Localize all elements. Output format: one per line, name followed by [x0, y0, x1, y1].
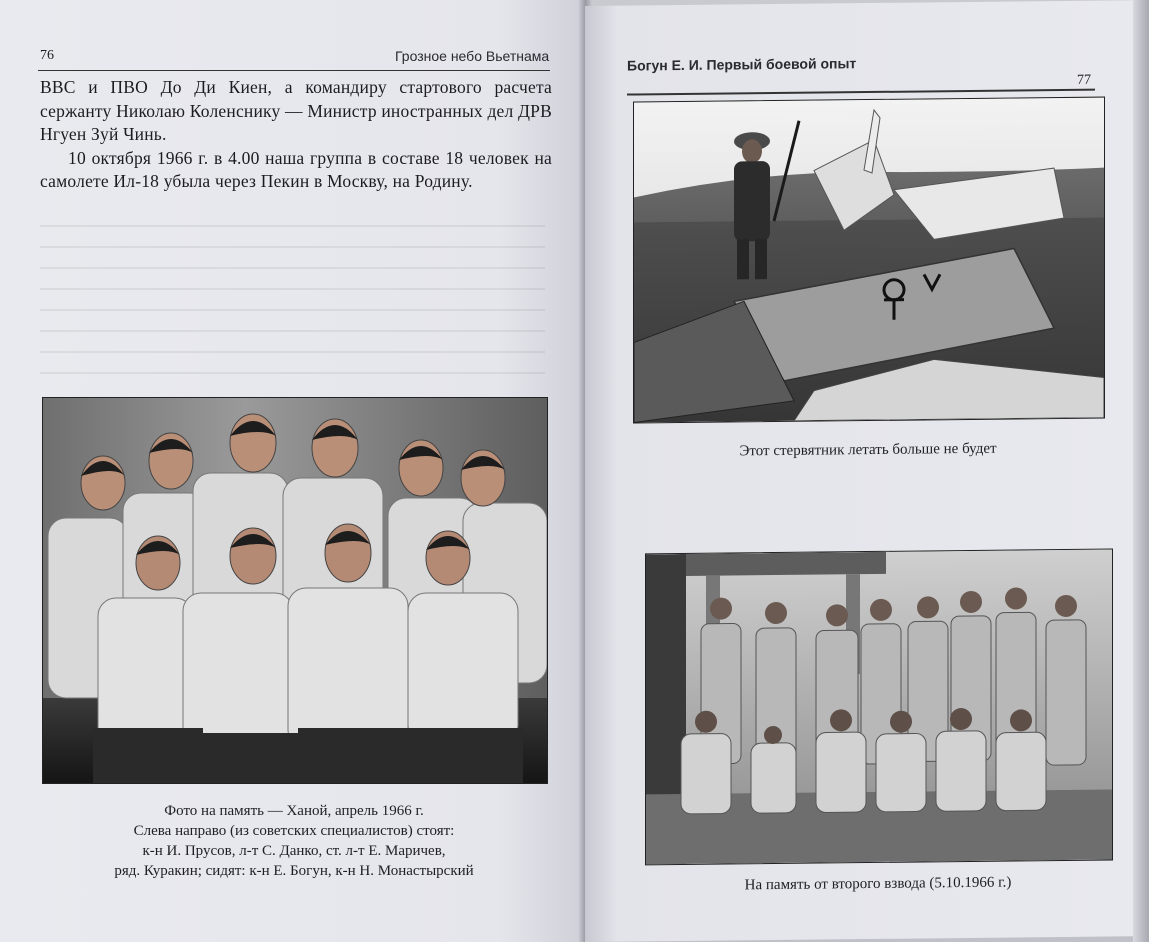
caption-line-4: ряд. Куракин; сидят: к-н Е. Богун, к-н Н. Монастырский: [114, 863, 474, 879]
group-photo: [42, 397, 548, 784]
body-text: [40, 76, 552, 194]
group-photo-image: [43, 398, 547, 783]
running-head-right: Богун Е. И. Первый боевой опыт: [627, 55, 857, 74]
header-rule-left: [38, 70, 550, 71]
caption-line-2: Слева направо (из советских специалистов) стоят:: [133, 823, 455, 839]
right-page: [585, 0, 1133, 942]
platoon-photo-caption: На память от второго взвода (5.10.1966 г.): [744, 874, 1012, 894]
header-rule-right: [627, 89, 1095, 96]
group-photo-caption: [42, 801, 546, 881]
page-number-right: 77: [1077, 72, 1091, 88]
wreck-photo-caption: Этот стервятник летать больше не будет: [739, 440, 997, 460]
caption-line-3: к-н И. Прусов, л-т С. Данко, ст. л-т Е. Маричев,: [142, 843, 446, 859]
caption-line-1: Фото на память — Ханой, апрель 1966 г.: [164, 803, 424, 819]
platoon-photo: [645, 548, 1113, 865]
bleed-through-text: [40, 225, 545, 385]
page-number-left: 76: [40, 48, 54, 63]
platoon-photo-image: [646, 549, 1112, 864]
running-head-left: Грозное небо Вьетнама: [395, 48, 550, 64]
page-edge: [1133, 0, 1149, 942]
paragraph-2: 10 октября 1966 г. в 4.00 наша группа в составе 18 человек на самолете Ил-18 убыла через Пекин в Москву, на Родину.: [40, 147, 552, 191]
wreck-photo: [633, 97, 1105, 424]
wreck-photo-image: [634, 98, 1104, 423]
paragraph-1: ВВС и ПВО До Ди Киен, а командиру стартового расчета сержанту Николаю Коленснику — Министр иностранных дел ДРВ Нгуен Зуй Чинь.: [40, 77, 552, 144]
